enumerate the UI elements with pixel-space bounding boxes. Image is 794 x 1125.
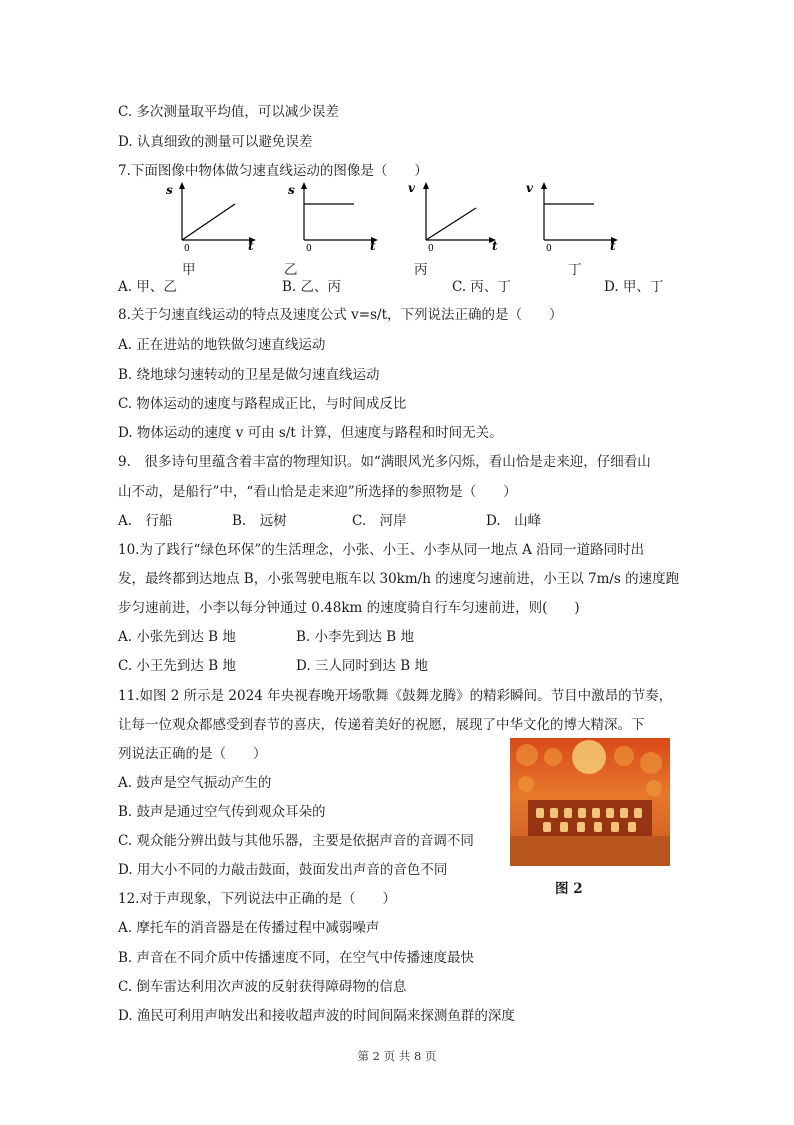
figure-2-caption: 图 2 <box>555 881 583 897</box>
q10-option-d: D. 三人同时到达 B 地 <box>296 658 428 674</box>
graph-bing <box>404 180 504 252</box>
q9-stem-line1: 9. 很多诗句里蕴含着丰富的物理知识。如“满眼风光多闪烁，看山恰是走来迎，仔细看山 <box>118 454 651 470</box>
figure-decor-disc <box>544 748 562 766</box>
graph-bing-plot-line <box>426 208 476 240</box>
figure-drum <box>628 822 636 832</box>
q11-stem-line3: 列说法正确的是（ ） <box>118 746 267 762</box>
q9-option-a: A. 行船 <box>118 513 173 529</box>
q10-option-a: A. 小张先到达 B 地 <box>118 629 236 645</box>
graph-yi-x-label: t <box>370 239 376 252</box>
figure-floor <box>510 836 670 866</box>
graph-yi-y-label: s <box>288 183 295 197</box>
graph-yi-y-arrow <box>301 182 307 189</box>
graph-jia-label: 甲 <box>182 262 196 278</box>
q11-option-a: A. 鼓声是空气振动产生的 <box>118 775 272 791</box>
figure-drum <box>592 808 600 818</box>
q12-option-c: C. 倒车雷达利用次声波的反射获得障碍物的信息 <box>118 979 407 995</box>
graph-jia-origin: 0 <box>184 244 190 252</box>
q6-option-d: D. 认真细致的测量可以避免误差 <box>118 134 313 150</box>
q9-option-c: C. 河岸 <box>352 513 407 529</box>
figure-drum <box>606 808 614 818</box>
figure-decor-disc <box>518 776 534 792</box>
graph-ding-y-label: v <box>526 181 533 195</box>
q11-option-b: B. 鼓声是通过空气传到观众耳朵的 <box>118 804 326 820</box>
figure-drum <box>564 808 572 818</box>
q11-option-c: C. 观众能分辨出鼓与其他乐器，主要是依据声音的音调不同 <box>118 833 474 849</box>
graph-bing-origin: 0 <box>428 244 434 252</box>
graph-jia-y-arrow <box>179 182 185 189</box>
figure-decor-disc <box>640 752 662 774</box>
q7-option-c: C. 丙、丁 <box>452 279 511 295</box>
graph-bing-y-arrow <box>423 182 429 189</box>
graph-bing-y-label: v <box>408 181 415 195</box>
q9-option-d: D. 山峰 <box>486 513 542 529</box>
q8-option-c: C. 物体运动的速度与路程成正比，与时间成反比 <box>118 396 407 412</box>
figure-decor-disc <box>614 746 634 766</box>
q11-option-d: D. 用大小不同的力敲击鼓面，鼓面发出声音的音色不同 <box>118 862 448 878</box>
figure-2-photo <box>510 738 670 866</box>
graph-jia-y-label: s <box>166 183 173 197</box>
page-footer: 第 2 页 共 8 页 <box>357 1049 437 1063</box>
graph-jia <box>160 180 260 252</box>
graph-bing-label: 丙 <box>414 262 428 278</box>
q8-option-d: D. 物体运动的速度 v 可由 s/t 计算，但速度与路程和时间无关。 <box>118 425 503 441</box>
graph-jia-x-label: t <box>248 239 254 252</box>
figure-drum <box>634 808 642 818</box>
q9-stem-line2: 山不动，是船行”中，“看山恰是走来迎”所选择的参照物是（ ） <box>118 484 517 500</box>
q12-option-a: A. 摩托车的消音器是在传播过程中减弱噪声 <box>118 920 380 936</box>
q6-option-c: C. 多次测量取平均值，可以减少误差 <box>118 104 339 120</box>
graph-jia-plot-line <box>182 204 235 240</box>
graph-ding-x-label: t <box>610 239 616 252</box>
q12-option-d: D. 渔民可利用声呐发出和接收超声波的时间间隔来探测鱼群的深度 <box>118 1008 515 1024</box>
q8-stem: 8.关于匀速直线运动的特点及速度公式 v=s/t，下列说法正确的是（ ） <box>118 307 563 323</box>
figure-drum <box>536 808 544 818</box>
q7-option-b: B. 乙、丙 <box>282 279 342 295</box>
q7-option-d: D. 甲、丁 <box>604 279 664 295</box>
graph-yi-origin: 0 <box>306 244 312 252</box>
q10-stem-line2: 发，最终都到达地点 B，小张驾驶电瓶车以 30km/h 的速度匀速前进，小王以 7m/s 的速度跑 <box>118 571 680 587</box>
figure-drum <box>560 822 568 832</box>
q10-stem-line3: 步匀速前进，小李以每分钟通过 0.48km 的速度骑自行车匀速前进，则( ) <box>118 600 580 616</box>
q9-option-b: B. 远树 <box>232 513 287 529</box>
graph-ding <box>522 180 622 252</box>
q8-option-a: A. 正在进站的地铁做匀速直线运动 <box>118 337 326 353</box>
figure-drum <box>620 808 628 818</box>
figure-drum <box>550 808 558 818</box>
figure-drum <box>594 822 602 832</box>
figure-drum <box>543 822 551 832</box>
figure-decor-disc <box>516 744 538 766</box>
q10-option-b: B. 小李先到达 B 地 <box>296 629 415 645</box>
graph-yi <box>282 180 382 252</box>
q10-option-c: C. 小王先到达 B 地 <box>118 658 236 674</box>
q12-option-b: B. 声音在不同介质中传播速度不同，在空气中传播速度最快 <box>118 950 475 966</box>
figure-drum <box>577 822 585 832</box>
graph-ding-origin: 0 <box>546 244 552 252</box>
figure-decor-disc <box>646 780 662 796</box>
q10-stem-line1: 10.为了践行“绿色环保”的生活理念，小张、小王、小李从同一地点 A 沿同一道路同时出 <box>118 542 645 558</box>
figure-center-glow <box>572 740 606 774</box>
figure-drum <box>578 808 586 818</box>
q11-stem-line1: 11.如图 2 所示是 2024 年央视春晚开场歌舞《鼓舞龙腾》的精彩瞬间。节目中激昂的节奏， <box>118 688 673 704</box>
graph-yi-label: 乙 <box>284 262 298 278</box>
q12-stem: 12.对于声现象，下列说法中正确的是（ ） <box>118 891 396 907</box>
q11-stem-line2: 让每一位观众都感受到春节的喜庆，传递着美好的祝愿，展现了中华文化的博大精深。下 <box>118 717 645 733</box>
graph-bing-x-label: t <box>492 239 498 252</box>
figure-drum <box>611 822 619 832</box>
graph-ding-label: 丁 <box>568 262 582 278</box>
q7-stem: 7.下面图像中物体做匀速直线运动的图像是（ ） <box>118 163 428 179</box>
q7-option-a: A. 甲、乙 <box>118 279 177 295</box>
graph-ding-y-arrow <box>541 182 547 189</box>
q8-option-b: B. 绕地球匀速转动的卫星是做匀速直线运动 <box>118 367 380 383</box>
